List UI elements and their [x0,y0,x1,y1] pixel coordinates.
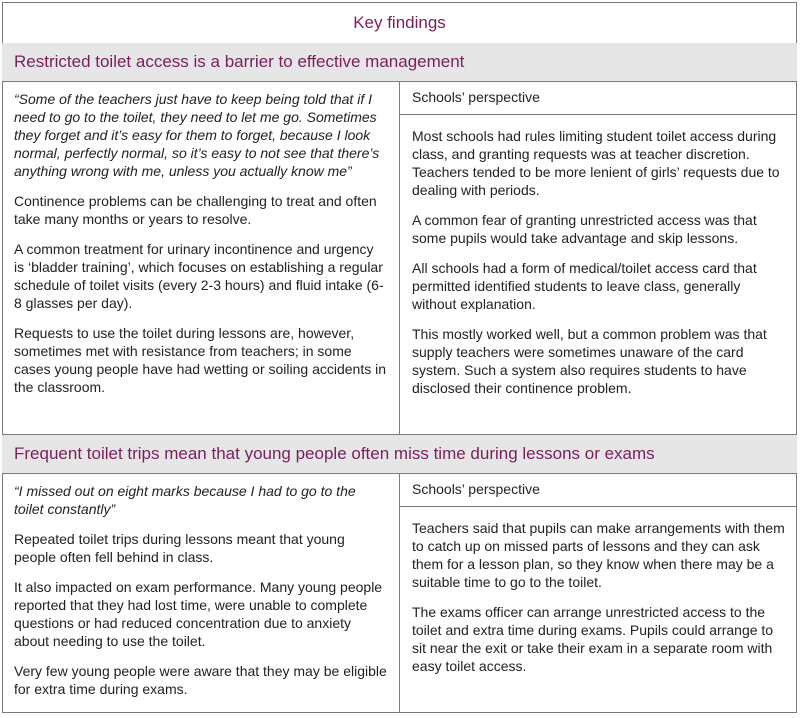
paragraph: Very few young people were aware that they may be eligible for extra time during exams. [14,663,387,697]
quote-text: “I missed out on eight marks because I had to go to the toilet constantly” [14,483,356,517]
paragraph: Teachers said that pupils can make arrangements with them to catch up on missed parts of lessons and they can ask them for a lesson plan, so they know when there may be a suitable time to go to the toilet. [412,520,785,590]
schools-perspective-label: Schools’ perspective [400,474,797,507]
schools-perspective-label: Schools’ perspective [400,82,797,115]
section-heading-text: Frequent toilet trips mean that young people often miss time during lessons or exams [14,444,655,463]
section-heading-restricted-access [2,43,797,82]
paragraph: The exams officer can arrange unrestricted access to the toilet and extra time during exams. Pupils could arrange to sit near the exit or take their exam in a separate room with easy toilet access. [412,604,774,674]
schools-perspective-body [400,115,797,397]
paragraph: All schools had a form of medical/toilet access card that permitted identified students to leave class, generally without explanation. [412,260,757,312]
quote-text: “Some of the teachers just have to keep being told that if I need to go to the toilet, they need to let me go. Sometimes they forget and it’s easy for them to forget, because I look normal, perfectly normal, so it’s easy to not see that there’s anything wrong with me, unless you actually know me” [14,91,380,179]
schools-perspective-column-2 [400,474,797,713]
schools-perspective-body [400,507,797,675]
paragraph: Continence problems can be challenging to treat and often take many months or years to resolve. [14,193,377,227]
table-title: Key findings [353,12,446,32]
young-people-column-2 [2,474,400,713]
schools-perspective-column-1 [400,82,797,434]
paragraph: Requests to use the toilet during lessons are, however, sometimes met with resistance from teachers; in some cases young people have had wetting or soiling accidents in the classroom. [14,325,387,395]
paragraph: Most schools had rules limiting student toilet access during class, and granting requests was at teacher discretion. Teachers tended to be more lenient of girls’ requests due to dealing with periods. [412,128,780,198]
paragraph: Repeated toilet trips during lessons meant that young people often fell behind in class. [14,531,345,565]
paragraph: It also impacted on exam performance. Many young people reported that they had lost time, were unable to complete questions or had reduced concentration due to anxiety about needing to use the toilet. [14,579,383,649]
paragraph: A common treatment for urinary incontinence and urgency is ‘bladder training’, which focuses on establishing a regular schedule of toilet visits (every 2-3 hours) and fluid intake (6-8 glasses per day). [14,241,384,311]
paragraph: A common fear of granting unrestricted access was that some pupils would take advantage and skip lessons. [412,212,757,246]
section-heading-text: Restricted toilet access is a barrier to effective management [14,52,465,71]
title-row [2,2,797,44]
section-heading-frequent-trips [2,435,797,474]
young-people-column-1 [2,82,400,434]
paragraph: This mostly worked well, but a common problem was that supply teachers were sometimes unaware of the card system. Such a system also requires students to have disclosed their continence problem. [412,326,767,396]
